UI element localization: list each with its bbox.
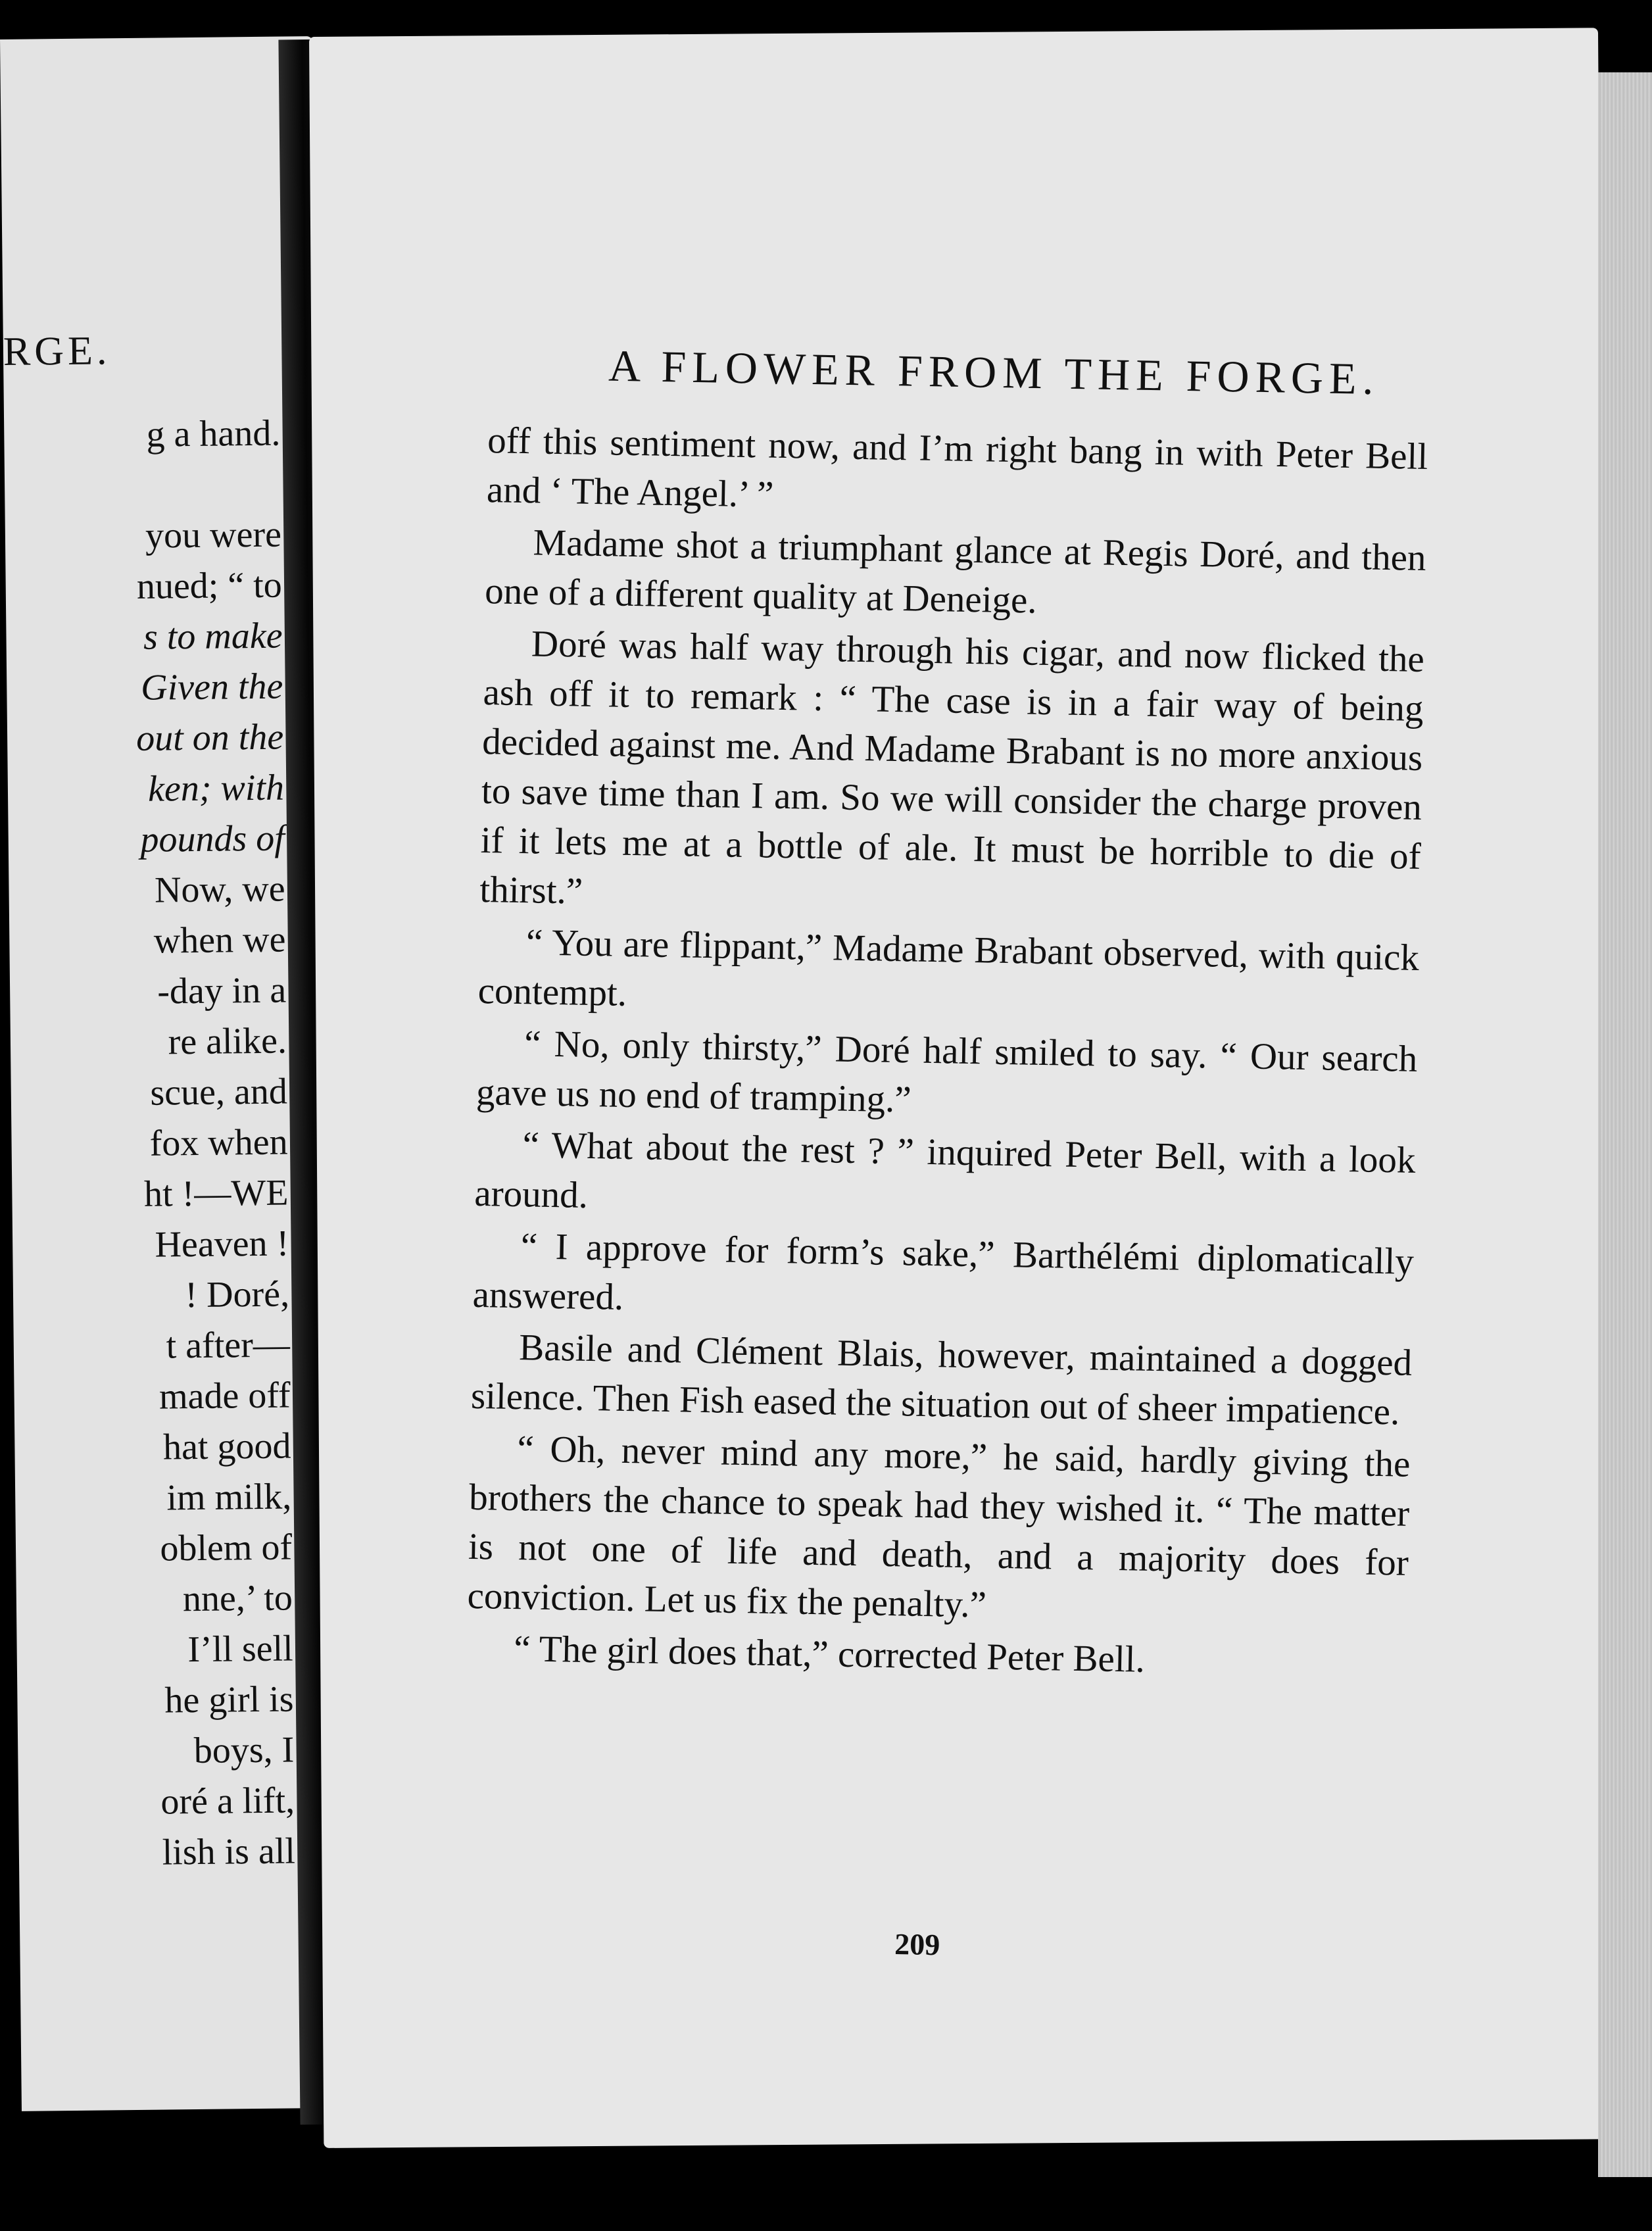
left-line: ken; with <box>147 767 285 810</box>
paragraph: “ You are flippant,” Madame Brabant observed, with quick contempt. <box>477 921 1420 1014</box>
left-line: nne,’ to <box>182 1577 293 1620</box>
paragraph: off this sentiment now, and I’m right bang in with Peter Bell and ‘ The Angel.’ ” <box>486 420 1428 516</box>
left-line: he girl is <box>164 1679 294 1721</box>
page-block-edge <box>1598 72 1652 2177</box>
left-running-head: RGE. <box>3 328 111 374</box>
left-line <box>0 459 281 513</box>
right-running-head: A FLOWER FROM THE FORGE. <box>608 340 1380 405</box>
left-line: oblem of <box>160 1527 293 1569</box>
left-line: re alike. <box>168 1020 287 1063</box>
right-page-body <box>466 416 1428 1692</box>
paragraph: “ What about the rest ? ” inquired Peter Bell, with a look around. <box>474 1124 1417 1216</box>
left-line: when we <box>153 919 286 962</box>
paragraph: Madame shot a triumphant glance at Regis Doré, and then one of a different quality at Deneige. <box>484 522 1427 622</box>
left-line: hat good <box>162 1425 291 1468</box>
page-number: 209 <box>894 1927 940 1962</box>
left-line: Given the <box>140 666 283 708</box>
paragraph: “ Oh, never mind any more,” he said, hardly giving the brothers the chance to speak had they wished it. “ The matter is not one of life and death, and a majority does for conviction. Let us fix the penalty.” <box>467 1428 1411 1626</box>
left-line: -day in a <box>157 969 287 1012</box>
left-line: you were <box>145 514 282 556</box>
paragraph: “ No, only thirsty,” Doré half smiled to say. “ Our search gave us no end of tramping.” <box>475 1023 1418 1121</box>
paragraph: Doré was half way through his cigar, and now flicked the ash off it to remark : “ The case is in a fair way of being decided against me. And Madame Brabant is no more anxious to save time than I am. So we will consider the charge proven if it lets me at a bottle of ale. It must be horrible to die of thirst.” <box>479 623 1425 912</box>
left-line: nued; “ to <box>136 564 283 607</box>
left-line: out on the <box>135 716 284 759</box>
left-line: ! Doré, <box>185 1273 290 1316</box>
left-line: Heaven ! <box>155 1223 289 1265</box>
left-line: oré a lift, <box>160 1780 295 1823</box>
left-line: lish is all <box>162 1830 296 1873</box>
left-line: s to make <box>143 615 283 658</box>
left-line: Now, we <box>154 868 285 911</box>
left-line: I’ll sell <box>187 1628 293 1671</box>
left-line: im milk, <box>166 1476 292 1519</box>
left-line: fox when <box>149 1121 288 1164</box>
left-line: t after— <box>166 1324 291 1367</box>
paragraph: Basile and Clément Blais, however, maintained a dogged silence. Then Fish eased the situation out of sheer impatience. <box>470 1327 1413 1433</box>
left-line: pounds of <box>140 818 285 860</box>
left-line: scue, and <box>150 1071 288 1114</box>
paragraph: “ The girl does that,” corrected Peter Bell. <box>513 1628 1146 1680</box>
left-line: g a hand. <box>146 412 281 455</box>
paragraph: “ I approve for form’s sake,” Barthélémi diplomatically answered. <box>472 1225 1415 1318</box>
left-line: boys, I <box>193 1729 295 1772</box>
left-line: ht !—WE <box>143 1172 289 1215</box>
left-line: made off <box>158 1375 291 1417</box>
right-page <box>309 28 1613 2148</box>
left-page-lines <box>0 408 295 1880</box>
